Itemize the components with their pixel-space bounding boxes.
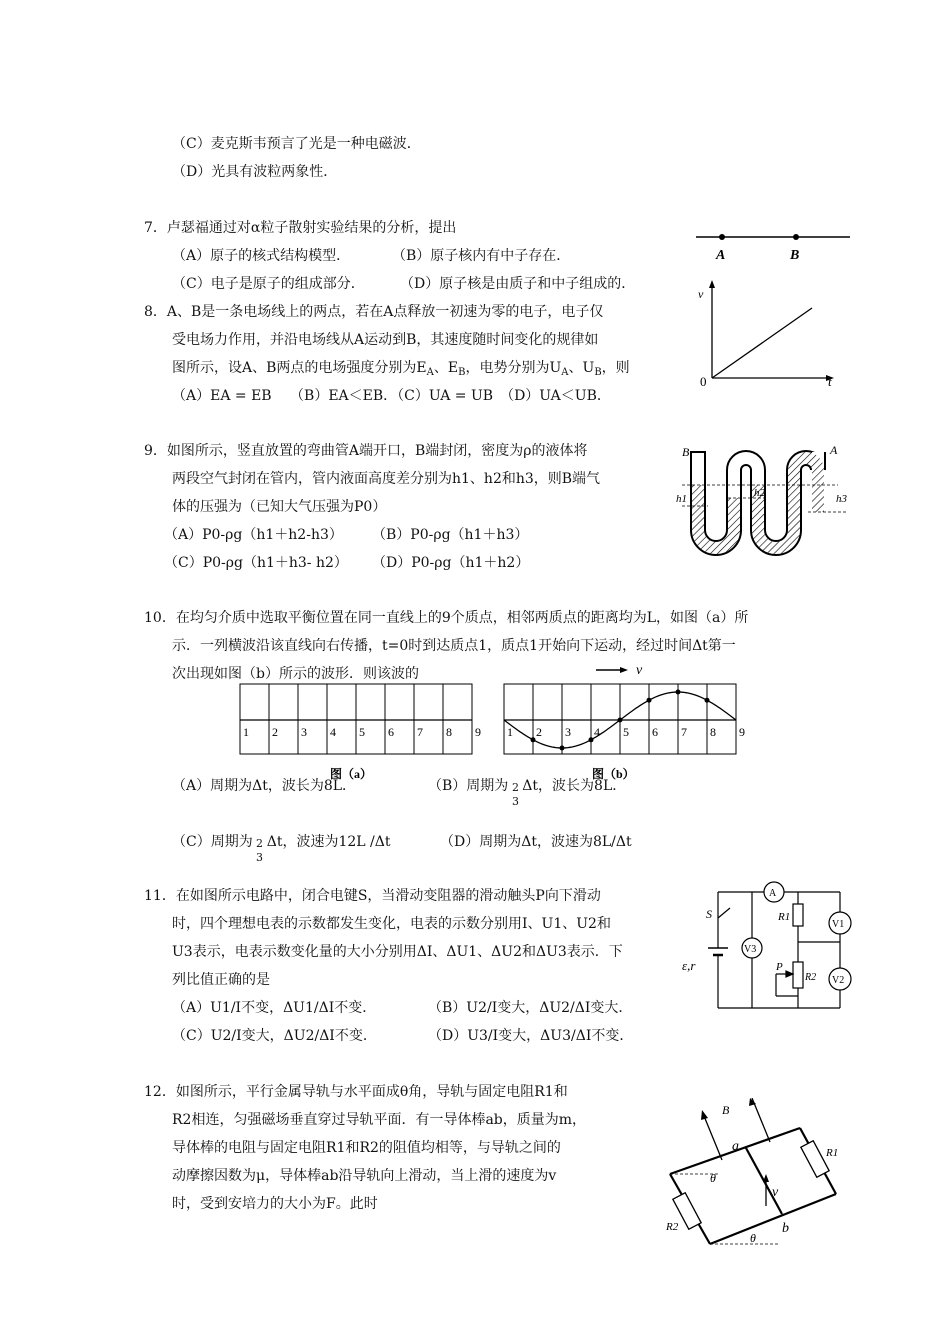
- q12-v-label: v: [772, 1185, 779, 1200]
- q11-option-c: （C）U2/I变大，ΔU2/ΔI不变．: [172, 1028, 377, 1044]
- q10-b-point-label: 2: [536, 725, 542, 739]
- q10-option-c: [172, 832, 390, 852]
- q10-a-point-label: 5: [359, 725, 365, 739]
- q10-option-d: （D）周期为Δt，波速为8L/Δt: [440, 834, 632, 850]
- q8-line1: 8．A、B是一条电场线上的两点，若在A点释放一初速为零的电子，电子仅: [144, 304, 604, 320]
- q10-a-point-label: 6: [388, 725, 394, 739]
- q9-option-c: （C）P0-ρg（h1＋h3- h2）: [164, 555, 348, 571]
- q10-velocity-label: v: [636, 663, 643, 678]
- q12-a-label: a: [732, 1139, 739, 1154]
- q12-line3: 导体棒的电阻与固定电阻R1和R2的阻值均相等，与导轨之间的: [172, 1140, 561, 1156]
- q8-axis-t: t: [828, 374, 832, 389]
- q12-line1: 12．如图所示，平行金属导轨与水平面成θ角，导轨与固定电阻R1和: [144, 1084, 568, 1100]
- q7-option-d: （D）原子核是由质子和中子组成的．: [400, 276, 636, 292]
- q8-label-b: B: [790, 248, 800, 263]
- q9-label-h3: h3: [836, 493, 847, 505]
- q12-theta-top: θ: [710, 1171, 716, 1185]
- q11-ammeter-label: A: [769, 888, 777, 899]
- q10-a-point-label: 3: [301, 725, 307, 739]
- q6-option-d: （D）光具有波粒两象性．: [172, 164, 338, 180]
- q11-v2-label: V2: [832, 975, 845, 986]
- q10-a-point-label: 1: [243, 725, 249, 739]
- q10-caption-b: 图（b）: [592, 767, 635, 781]
- q10-b-point-label: 9: [739, 725, 745, 739]
- q8-options: （A）EA = EB （B）EA＜EB．（C）UA = UB （D）UA＜UB．: [172, 388, 611, 404]
- q10-particle-dot: [647, 698, 652, 703]
- q10-option-a: （A）周期为Δt，波长为8L．: [172, 778, 357, 794]
- q10-particle-dot: [560, 746, 565, 751]
- q7-stem: 7．卢瑟福通过对α粒子散射实验结果的分析，提出: [144, 220, 457, 236]
- q11-r2-label: R2: [805, 972, 817, 983]
- q10-option-c-post: Δt，波速为12L /Δt: [266, 834, 391, 850]
- q8-label-a: A: [716, 248, 726, 263]
- q12-b-end-label: b: [782, 1221, 789, 1236]
- q10-a-point-label: 2: [272, 725, 278, 739]
- q12-line5: 时，受到安培力的大小为F。此时: [172, 1196, 378, 1212]
- q12-r1-label: R1: [826, 1147, 839, 1159]
- q10-particle-dot: [705, 698, 710, 703]
- q11-emf-label: ε,r: [682, 958, 696, 973]
- q8-field-line-figure: [688, 225, 858, 270]
- q12-b-label: B: [722, 1103, 730, 1117]
- q10-a-point-label: 8: [446, 725, 452, 739]
- q9-option-d: （D）P0-ρg（h1＋h2）: [372, 555, 530, 571]
- q10-option-b-frac-num: 2: [512, 781, 519, 794]
- q7-option-c: （C）电子是原子的组成部分．: [172, 276, 365, 292]
- q12-line4: 动摩擦因数为μ，导体棒ab沿导轨向上滑动，当上滑的速度为v: [172, 1168, 557, 1184]
- q11-r1-label: R1: [778, 911, 791, 923]
- q10-b-point-label: 1: [507, 725, 513, 739]
- q11-line1: 11．在如图所示电路中，闭合电键S，当滑动变阻器的滑动触头P向下滑动: [144, 888, 601, 904]
- q11-line2: 时，四个理想电表的示数都发生变化，电表的示数分别用I、U1、U2和: [172, 916, 611, 932]
- q10-a-point-label: 7: [417, 725, 423, 739]
- q10-a-point-label: 9: [475, 725, 481, 739]
- q10-figure-a: [234, 682, 484, 782]
- q9-option-b: （B）P0-ρg（h1＋h3）: [372, 527, 529, 543]
- q8-line3-b: ，电势分别为U: [465, 360, 562, 376]
- q12-r2-label: R2: [666, 1221, 679, 1233]
- q10-b-point-label: 4: [594, 725, 600, 739]
- q8-axis-v: v: [698, 287, 704, 301]
- q12-line2: R2相连，匀强磁场垂直穿过导轨平面．有一导体棒ab，质量为m，: [172, 1112, 587, 1128]
- q10-option-b-frac-den: 3: [512, 795, 519, 808]
- q12-rails-figure: [660, 1098, 860, 1258]
- q9-option-a: （A）P0-ρg（h1＋h2-h3）: [164, 527, 343, 543]
- q10-line3: 次出现如图（b）所示的波形．则该波的: [172, 666, 419, 682]
- q11-v1-label: V1: [832, 919, 845, 930]
- q11-v3-label: V3: [744, 944, 757, 955]
- q10-particle-dot: [531, 737, 536, 742]
- q9-line1: 9．如图所示，竖直放置的弯曲管A端开口，B端封闭，密度为ρ的液体将: [144, 443, 588, 459]
- q9-label-b: B: [682, 445, 690, 459]
- q10-option-b: [428, 776, 626, 796]
- q9-u-tube-figure: [668, 440, 858, 570]
- q9-label-h2: h2: [754, 487, 765, 499]
- q9-label-h1: h1: [676, 493, 687, 505]
- q8-line3: 图所示，设A、B两点的电场强度分别为$E_A$、$E_B$，电势分别为$U_A$、$U_B$，则: [172, 360, 630, 378]
- q10-option-c-frac-den: 3: [256, 851, 263, 864]
- q12-theta-bottom: θ: [750, 1231, 756, 1245]
- q9-label-a: A: [830, 443, 838, 457]
- q7-option-b: （B）原子核内有中子存在．: [392, 248, 571, 264]
- q10-option-b-post: Δt，波长为8L．: [522, 778, 627, 794]
- q8-line3-c: ，则: [601, 360, 630, 376]
- q9-line2: 两段空气封闭在管内，管内液面高度差分别为h1、h2和h3，则B端气: [172, 471, 601, 487]
- q10-line2: 示．一列横波沿该直线向右传播，t=0时到达质点1，质点1开始向下运动，经过时间Δt第一: [172, 638, 736, 654]
- q9-line3: 体的压强为（已知大气压强为P0）: [172, 499, 387, 515]
- q10-particle-dot: [618, 718, 623, 723]
- q10-b-point-label: 5: [623, 725, 629, 739]
- q8-line2: 受电场力作用，并沿电场线从A运动到B，其速度随时间变化的规律如: [172, 332, 599, 348]
- q10-b-point-label: 8: [710, 725, 716, 739]
- q7-option-a: （A）原子的核式结构模型．: [172, 248, 351, 264]
- q6-option-c: （C）麦克斯韦预言了光是一种电磁波．: [172, 136, 421, 152]
- q10-b-point-label: 7: [681, 725, 687, 739]
- q8-velocity-graph: [690, 278, 850, 390]
- q10-figure-b: [496, 662, 756, 782]
- q11-circuit-figure: [680, 878, 860, 1018]
- q11-option-b: （B）U2/I变大，ΔU2/ΔI变大．: [428, 1000, 633, 1016]
- q11-line3: U3表示，电表示数变化量的大小分别用ΔI、ΔU1、ΔU2和ΔU3表示．下: [172, 944, 623, 960]
- q11-line4: 列比值正确的是: [172, 972, 270, 988]
- q8-origin: 0: [700, 374, 707, 389]
- q10-option-c-pre: （C）周期为: [172, 834, 253, 850]
- q10-a-point-label: 4: [330, 725, 336, 739]
- q10-option-c-frac-num: 2: [256, 837, 263, 850]
- q10-particle-dot: [589, 737, 594, 742]
- q8-line3-a: 图所示，设A、B两点的电场强度分别为E: [172, 360, 427, 376]
- q10-b-point-label: 6: [652, 725, 658, 739]
- q10-b-point-label: 3: [565, 725, 571, 739]
- q11-option-d: （D）U3/I变大，ΔU3/ΔI不变．: [428, 1028, 634, 1044]
- q10-line1: 10．在均匀介质中选取平衡位置在同一直线上的9个质点，相邻两质点的距离均为L，如图（a）所: [144, 610, 749, 626]
- q11-p-label: P: [776, 961, 783, 973]
- q10-option-b-pre: （B）周期为: [428, 778, 509, 794]
- q10-particle-dot: [676, 690, 681, 695]
- q11-option-a: （A）U1/I不变，ΔU1/ΔI不变．: [172, 1000, 377, 1016]
- q11-switch-label: S: [706, 907, 712, 921]
- q10-caption-a: 图（a）: [330, 767, 373, 781]
